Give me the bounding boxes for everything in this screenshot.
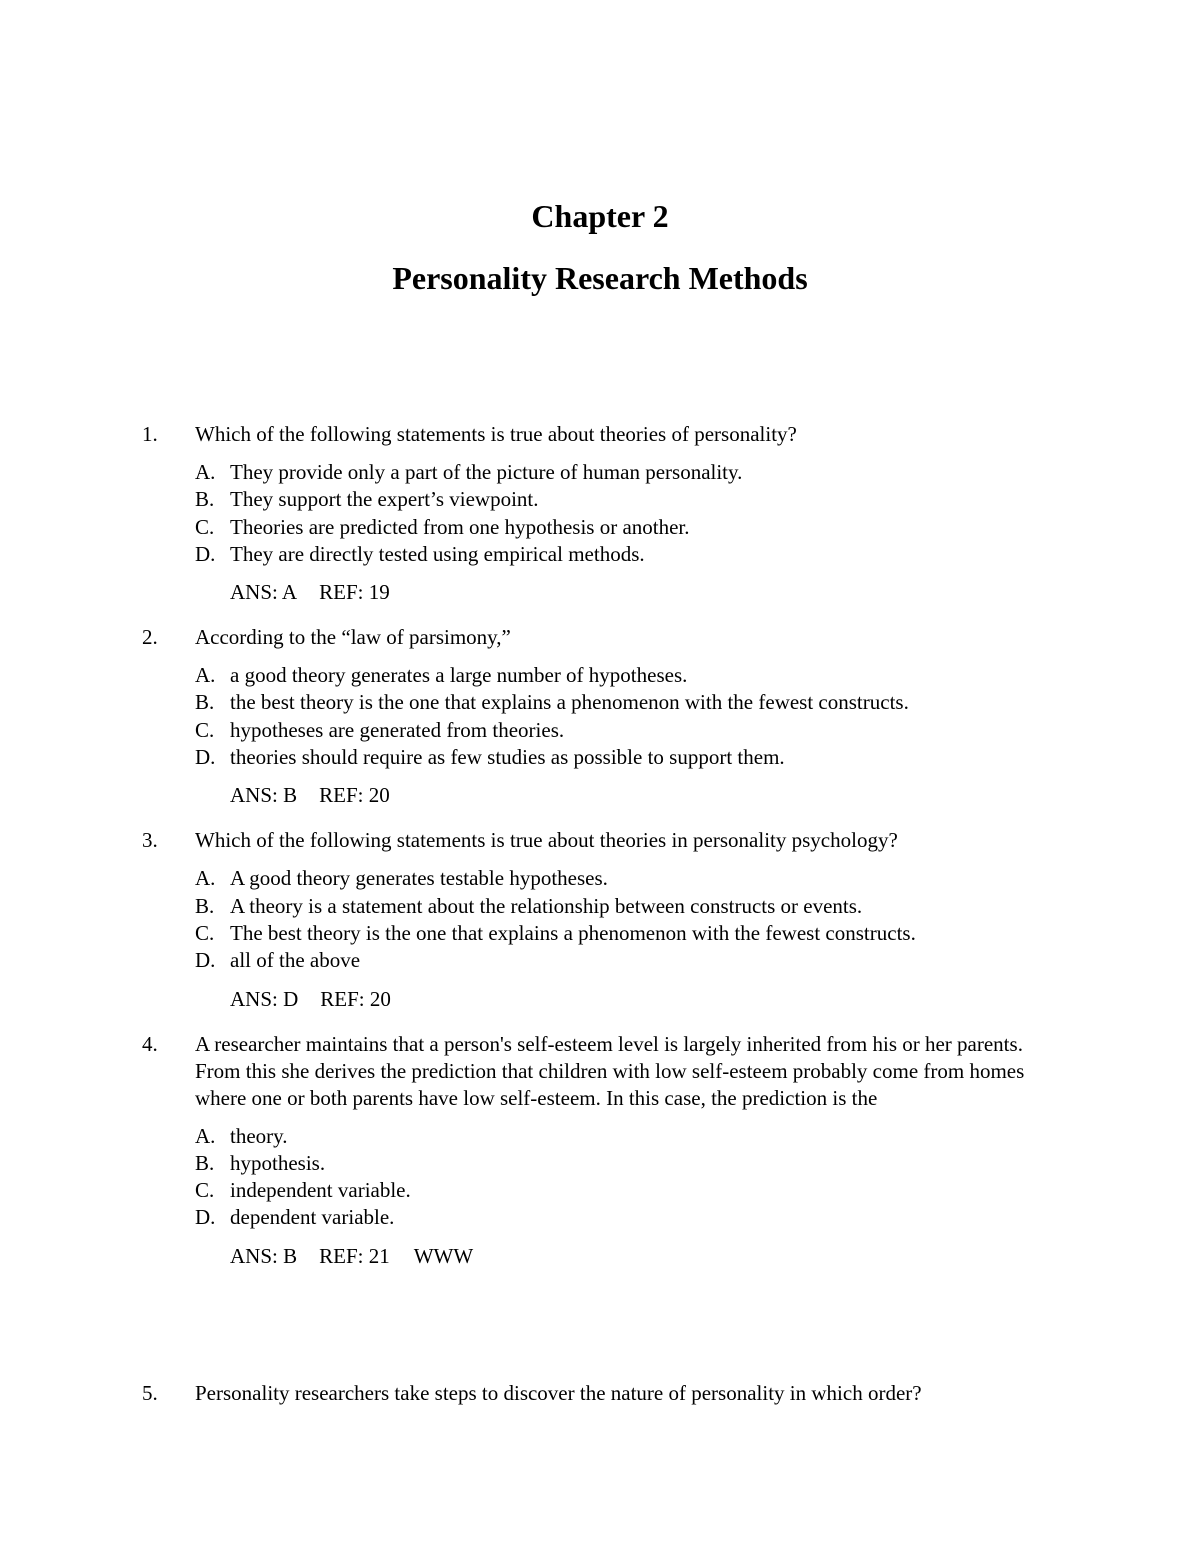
option-text: Theories are predicted from one hypothesis or another. [230,514,690,539]
page-reference: REF: 21 [319,1243,390,1268]
option-text: dependent variable. [230,1205,395,1230]
answer-line [230,579,1200,606]
question-1 [0,421,1200,606]
page-reference: REF: 20 [320,986,391,1011]
option-text: The best theory is the one that explains a phenomenon with the fewest constructs. [230,920,916,945]
answer-line [230,986,1200,1013]
option-d [195,947,1200,974]
option-letter: C. [195,1178,215,1203]
option-text: They are directly tested using empirical methods. [230,541,645,566]
answer-key: ANS: B [230,783,298,808]
option-c [195,717,1200,744]
option-letter: C. [195,717,215,742]
answer-line [230,1243,1200,1270]
option-a [195,459,1200,486]
question-number: 1. [142,422,158,446]
question-number: 5. [142,1381,158,1405]
answer-options [195,865,1200,974]
option-a [195,1123,1200,1150]
question-number: 3. [142,828,158,853]
page-title: Personality Research Methods [392,260,808,296]
option-text: independent variable. [230,1178,411,1203]
answer-options [195,1123,1200,1232]
option-text: a good theory generates a large number of hypotheses. [230,663,688,688]
answer-key: ANS: B [230,1243,298,1268]
option-a [195,662,1200,689]
option-letter: B. [195,893,215,918]
answer-line [230,782,1200,809]
option-text: A theory is a statement about the relationship between constructs or events. [230,893,863,918]
website-tag: WWW [413,1243,474,1268]
question-number: 2. [142,625,158,650]
chapter-heading: Chapter 2 [531,198,669,234]
page-reference: REF: 19 [319,580,390,605]
option-text: all of the above [230,948,361,973]
option-letter: A. [195,866,216,891]
option-b [195,689,1200,716]
option-c [195,1177,1200,1204]
option-text: hypotheses are generated from theories. [230,717,565,742]
option-c [195,920,1200,947]
question-stem: Which of the following statements is true about theories of personality? [195,422,797,446]
question-4 [0,1031,1200,1270]
option-d [195,1204,1200,1231]
option-letter: D. [195,1205,216,1230]
option-d [195,541,1200,568]
question-2 [0,624,1200,809]
option-b [195,486,1200,513]
answer-options [195,459,1200,568]
answer-key: ANS: A [230,580,298,605]
option-letter: C. [195,920,215,945]
option-letter: B. [195,1150,215,1175]
answer-options [195,662,1200,771]
option-text: They provide only a part of the picture of human personality. [230,460,743,484]
option-letter: B. [195,487,215,512]
question-stem: Which of the following statements is true about theories in personality psychology? [195,828,898,853]
question-stem: Personality researchers take steps to discover the nature of personality in which order? [195,1381,922,1405]
option-letter: C. [195,514,215,539]
option-letter: A. [195,460,216,484]
option-text: the best theory is the one that explains a phenomenon with the fewest constructs. [230,690,909,715]
option-text: They support the expert’s viewpoint. [230,487,539,512]
option-text: hypothesis. [230,1150,326,1175]
option-letter: A. [195,663,216,688]
option-text: theories should require as few studies as possible to support them. [230,745,785,770]
option-letter: D. [195,745,216,770]
question-stem: A researcher maintains that a person's self-esteem level is largely inherited from his or her parents. From this she derives the prediction that children with low self-esteem probably come from homes where one or both parents have low self-esteem. In this case, the prediction is the [195,1031,1025,1110]
question-number: 4. [142,1031,158,1056]
option-letter: D. [195,541,216,566]
question-3 [0,827,1200,1012]
option-text: theory. [230,1123,288,1148]
option-text: A good theory generates testable hypotheses. [230,866,608,891]
option-c [195,514,1200,541]
option-letter: A. [195,1123,216,1148]
option-b [195,1150,1200,1177]
answer-key: ANS: D [230,986,299,1011]
option-a [195,865,1200,892]
option-letter: B. [195,690,215,715]
option-b [195,893,1200,920]
page-reference: REF: 20 [319,783,390,808]
option-d [195,744,1200,771]
option-letter: D. [195,948,216,973]
question-5 [0,1380,1200,1407]
question-stem: According to the “law of parsimony,” [195,625,511,650]
question-list [0,421,1200,1288]
